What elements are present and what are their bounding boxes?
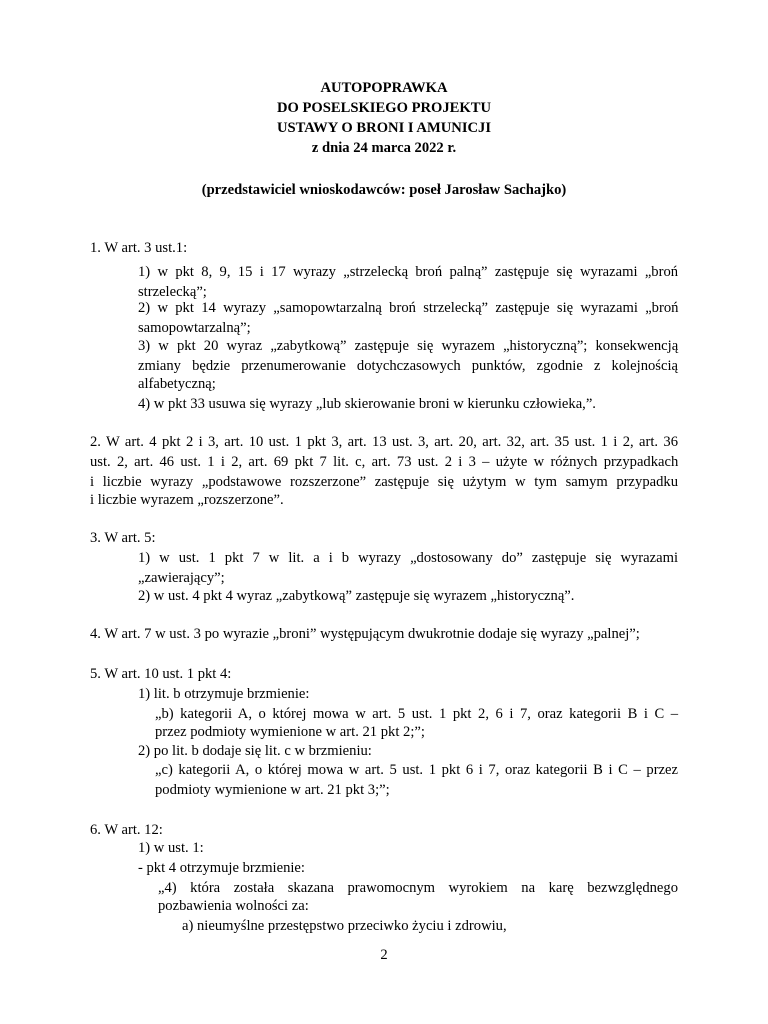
section-2-line-1: 2. W art. 4 pkt 2 i 3, art. 10 ust. 1 pkt 3, art. 13 ust. 3, art. 20, art. 32, art. 35 ust. 1 i 2, art. 36: [90, 434, 678, 450]
section-1-item-3-line-3: alfabetyczną;: [138, 376, 216, 392]
section-1-item-2-line-1: 2) w pkt 14 wyrazy „samopowtarzalną broń strzelecką” zastępuje się wyrazami „broń: [138, 300, 679, 316]
section-6-heading: 6. W art. 12:: [90, 822, 163, 838]
section-1-item-3-line-2: zmiany będzie przenumerowanie dotychczasowych punktów, zgodnie z kolejnością: [138, 358, 678, 374]
section-3-item-1-line-2: „zawierający”;: [138, 570, 225, 586]
section-1-item-4: 4) w pkt 33 usuwa się wyrazy „lub skierowanie broni w kierunku człowieka,”.: [138, 396, 596, 412]
page-number: 2: [380, 947, 388, 963]
section-6-item-1-dash: - pkt 4 otrzymuje brzmienie:: [138, 860, 305, 876]
section-2-line-4: i liczbie wyrazem „rozszerzone”.: [90, 492, 284, 508]
section-5-heading: 5. W art. 10 ust. 1 pkt 4:: [90, 666, 232, 682]
section-6-item-1: 1) w ust. 1:: [138, 840, 204, 856]
section-1-item-3-line-1: 3) w pkt 20 wyraz „zabytkową” zastępuje się wyrazem „historyczną”; konsekwencją: [138, 338, 679, 354]
section-5-item-2: 2) po lit. b dodaje się lit. c w brzmieniu:: [138, 743, 372, 759]
section-6-quote-line-2: pozbawienia wolności za:: [158, 898, 309, 914]
section-5-quote-2-line-1: „c) kategorii A, o której mowa w art. 5 ust. 1 pkt 6 i 7, oraz kategorii B i C – przez: [155, 762, 678, 778]
section-1-item-1-line-2: strzelecką”;: [138, 284, 207, 300]
title-line-3: USTAWY O BRONI I AMUNICJI: [276, 120, 492, 136]
section-5-quote-1-line-2: przez podmioty wymienione w art. 21 pkt 2;”;: [155, 724, 425, 740]
section-1-item-2-line-2: samopowtarzalną”;: [138, 320, 251, 336]
document-subtitle: (przedstawiciel wnioskodawców: poseł Jarosław Sachajko): [201, 182, 567, 198]
section-4: 4. W art. 7 w ust. 3 po wyrazie „broni” występującym dwukrotnie dodaje się wyrazy „palnej”;: [90, 626, 640, 642]
section-3-heading: 3. W art. 5:: [90, 530, 156, 546]
section-5-quote-2-line-2: podmioty wymienione w art. 21 pkt 3;”;: [155, 782, 390, 798]
section-5-quote-1-line-1: „b) kategorii A, o której mowa w art. 5 ust. 1 pkt 2, 6 i 7, oraz kategorii B i C –: [155, 706, 679, 722]
section-3-item-2: 2) w ust. 4 pkt 4 wyraz „zabytkową” zastępuje się wyrazem „historyczną”.: [138, 588, 575, 604]
section-2-line-3: i liczbie wyrazy „podstawowe rozszerzone” zastępuje się użytym w tym samym przypadku: [90, 474, 678, 490]
section-6-quote-line-3: a) nieumyślne przestępstwo przeciwko życiu i zdrowiu,: [182, 918, 507, 934]
section-3-item-1-line-1: 1) w ust. 1 pkt 7 w lit. a i b wyrazy „dostosowany do” zastępuje się wyrazami: [138, 550, 678, 566]
section-6-quote-line-1: „4) która została skazana prawomocnym wyrokiem na karę bezwzględnego: [158, 880, 678, 896]
document-title: [0, 78, 768, 158]
section-1-heading: 1. W art. 3 ust.1:: [90, 240, 188, 256]
title-line-1: AUTOPOPRAWKA: [320, 80, 448, 96]
section-5-item-1: 1) lit. b otrzymuje brzmienie:: [138, 686, 310, 702]
section-1-item-1-line-1: 1) w pkt 8, 9, 15 i 17 wyrazy „strzelecką broń palną” zastępuje się wyrazami „broń: [138, 264, 679, 280]
title-line-2: DO POSELSKIEGO PROJEKTU: [276, 100, 492, 116]
section-2-line-2: ust. 2, art. 46 ust. 1 i 2, art. 69 pkt 7 lit. c, art. 73 ust. 2 i 3 – użyte w różnych przypadkach: [90, 454, 679, 470]
title-line-4: z dnia 24 marca 2022 r.: [311, 140, 457, 156]
